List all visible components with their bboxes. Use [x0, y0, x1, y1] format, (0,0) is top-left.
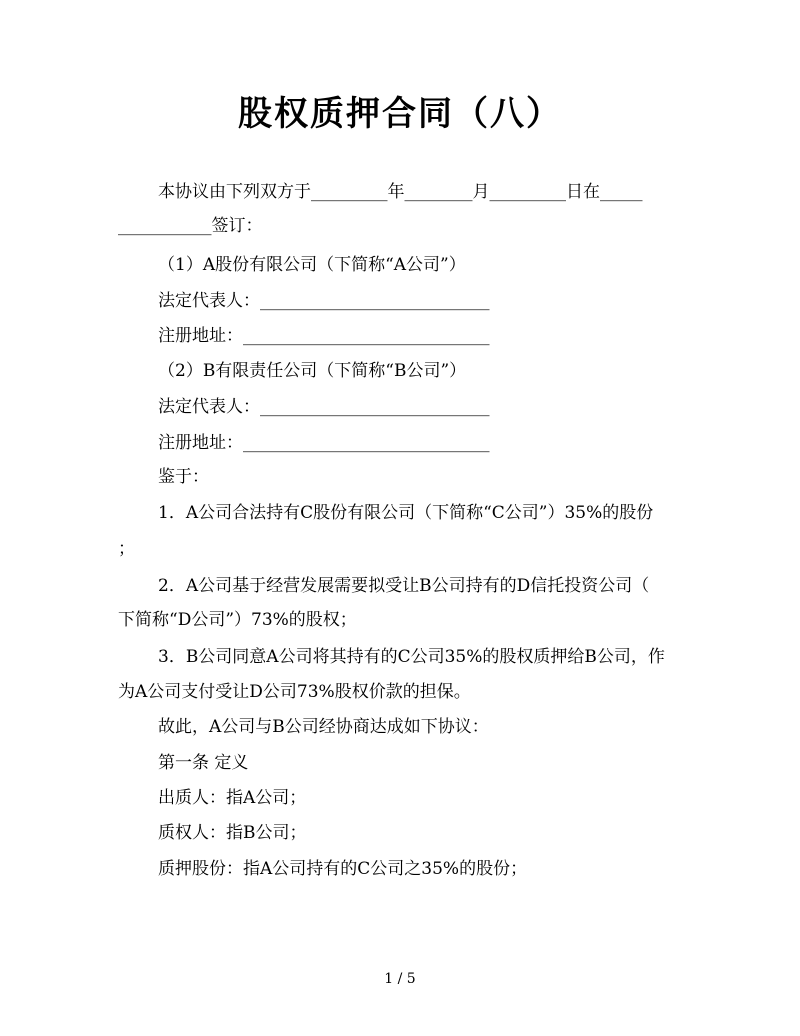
- whereas-heading: 鉴于：: [158, 467, 209, 487]
- party-a-address: 注册地址：_____________________________: [158, 326, 490, 346]
- definition-pledged-shares: 质押股份：指A公司持有的C公司之35%的股份；: [158, 859, 528, 879]
- party-b-address: 注册地址：_____________________________: [158, 433, 490, 453]
- party-a-heading: （1）A股份有限公司（下简称“A公司”）: [158, 255, 466, 275]
- recital-2-continuation: 下简称“D公司”）73%的股权；: [118, 610, 357, 630]
- recital-3-continuation: 为A公司支付受让D公司73%股权价款的担保。: [118, 682, 471, 702]
- recital-2: 2．A公司基于经营发展需要拟受让B公司持有的D信托投资公司（: [158, 576, 650, 596]
- party-b-heading: （2）B有限责任公司（下简称“B公司”）: [158, 361, 467, 381]
- party-a-legal-rep: 法定代表人：___________________________: [158, 291, 490, 311]
- definition-pledgee: 质权人：指B公司；: [158, 823, 307, 843]
- recital-1: 1．A公司合法持有C股份有限公司（下简称“C公司”）35%的股份: [158, 503, 654, 523]
- recital-1-continuation: ；: [118, 539, 135, 559]
- definition-pledgor: 出质人：指A公司；: [158, 788, 307, 808]
- article-1-heading: 第一条 定义: [158, 753, 249, 773]
- agreement-intro-continuation: ___________签订：: [118, 216, 263, 236]
- agreement-intro-line: 本协议由下列双方于_________年________月_________日在_____: [158, 182, 643, 202]
- therefore-clause: 故此，A公司与B公司经协商达成如下协议：: [158, 717, 489, 737]
- page-number: 1 / 5: [384, 971, 416, 987]
- recital-3: 3．B公司同意A公司将其持有的C公司35%的股权质押给B公司，作: [158, 647, 665, 667]
- party-b-legal-rep: 法定代表人：___________________________: [158, 397, 490, 417]
- document-title: 股权质押合同（八）: [238, 94, 562, 134]
